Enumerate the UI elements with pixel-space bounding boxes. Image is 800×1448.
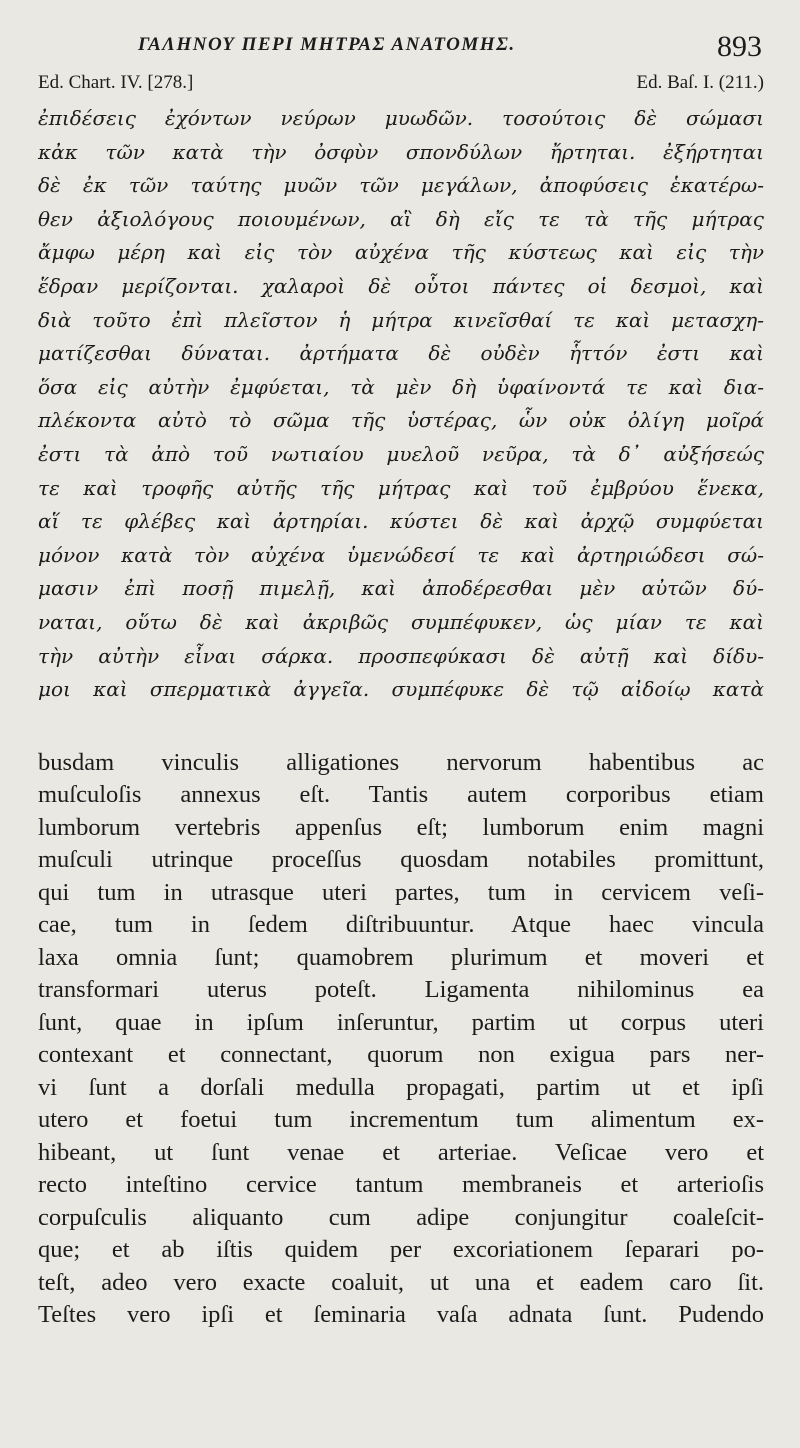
running-head — [38, 28, 764, 72]
latin-line: qui tum in utrasque uteri partes, tum in cervicem veſi- — [38, 878, 764, 906]
edition-line — [38, 72, 764, 100]
latin-line: cae, tum in ſedem diſtribuuntur. Atque haec vincula — [38, 911, 764, 939]
greek-text-block — [38, 102, 764, 707]
greek-line: μόνον κατὰ τὸν αὐχένα ὑμενώδεσί τε καὶ ἀρτηριώδεσι σώ- — [38, 542, 764, 567]
page-number: 893 — [717, 30, 762, 63]
greek-line: τὴν αὐτὴν εἶναι σάρκα. προσπεφύκασι δὲ αὐτῇ καὶ δίδυ- — [38, 643, 764, 668]
greek-line: διὰ τοῦτο ἐπὶ πλεῖστον ἡ μήτρα κινεῖσθαί τε καὶ μετασχη- — [38, 307, 764, 332]
greek-line: τε καὶ τροφῆς αὐτῆς τῆς μήτρας καὶ τοῦ ἐμβρύου ἕνεκα, — [38, 475, 764, 500]
greek-line: μασιν ἐπὶ ποσῇ πιμελῇ, καὶ ἀποδέρεσθαι μὲν αὐτῶν δύ- — [38, 576, 764, 601]
latin-line: busdam vinculis alligationes nervorum habentibus ac — [38, 748, 764, 776]
greek-line: ἐστι τὰ ἀπὸ τοῦ νωτιαίου μυελοῦ νεῦρα, τὰ δ᾽ αὐξήσεώς — [38, 441, 764, 466]
latin-line: Teſtes vero ipſi et ſeminaria vaſa adnata ſunt. Pudendo — [38, 1301, 764, 1329]
latin-text-block — [38, 747, 764, 1332]
latin-line: contexant et connectant, quorum non exigua pars ner- — [38, 1041, 764, 1069]
greek-line: δὲ ἐκ τῶν ταύτης μυῶν τῶν μεγάλων, ἀποφύσεις ἑκατέρω- — [38, 173, 764, 198]
greek-line: μοι καὶ σπερματικὰ ἀγγεῖα. συμπέφυκε δὲ τῷ αἰδοίῳ κατὰ — [38, 677, 764, 702]
running-title: ΓΑΛΗΝΟΥ ΠΕΡΙ ΜΗΤΡΑΣ ΑΝΑΤΟΜΗΣ. — [138, 34, 516, 55]
latin-line: hibeant, ut ſunt venae et arteriae. Veſicae vero et — [38, 1138, 764, 1166]
latin-line: teſt, adeo vero exacte coaluit, ut una et eadem caro ſit. — [38, 1268, 764, 1296]
latin-line: vi ſunt a dorſali medulla propagati, partim ut et ipſi — [38, 1073, 764, 1101]
greek-line: ὅσα εἰς αὐτὴν ἐμφύεται, τὰ μὲν δὴ ὑφαίνοντά τε καὶ δια- — [38, 374, 764, 399]
greek-line: αἵ τε φλέβες καὶ ἀρτηρίαι. κύστει δὲ καὶ ἀρχῷ συμφύεται — [38, 509, 764, 534]
latin-line: que; et ab iſtis quidem per excoriationem ſeparari po- — [38, 1236, 764, 1264]
greek-line: κἀκ τῶν κατὰ τὴν ὀσφὺν σπονδύλων ἤρτηται. ἐξήρτηται — [38, 139, 764, 164]
latin-line: muſculoſis annexus eſt. Tantis autem corporibus etiam — [38, 781, 764, 809]
greek-line: ματίζεσθαι δύναται. ἀρτήματα δὲ οὐδὲν ἧττόν ἐστι καὶ — [38, 341, 764, 366]
greek-line: θεν ἀξιολόγους ποιουμένων, αἳ δὴ εἴς τε τὰ τῆς μήτρας — [38, 206, 764, 231]
greek-line: ἐπιδέσεις ἐχόντων νεύρων μυωδῶν. τοσούτοις δὲ σώμασι — [38, 106, 764, 130]
edition-right: Ed. Baſ. I. (211.) — [636, 72, 764, 93]
greek-line: πλέκοντα αὐτὸ τὸ σῶμα τῆς ὑστέρας, ὧν οὐκ ὀλίγη μοῖρά — [38, 408, 764, 433]
latin-line: corpuſculis aliquanto cum adipe conjungitur coaleſcit- — [38, 1203, 764, 1231]
latin-line: muſculi utrinque proceſſus quosdam notabiles promittunt, — [38, 846, 764, 874]
greek-line: ἕδραν μερίζονται. χαλαροὶ δὲ οὗτοι πάντες οἱ δεσμοὶ, καὶ — [38, 273, 764, 298]
latin-line: transformari uterus poteſt. Ligamenta nihilominus ea — [38, 976, 764, 1004]
latin-line: ſunt, quae in ipſum inſeruntur, partim ut corpus uteri — [38, 1008, 764, 1036]
greek-line: ναται, οὕτω δὲ καὶ ἀκριβῶς συμπέφυκεν, ὡς μίαν τε καὶ — [38, 609, 764, 634]
latin-line: recto inteſtino cervice tantum membraneis et arterioſis — [38, 1171, 764, 1199]
latin-line: laxa omnia ſunt; quamobrem plurimum et moveri et — [38, 943, 764, 971]
latin-line: utero et foetui tum incrementum tum alimentum ex- — [38, 1106, 764, 1134]
edition-left: Ed. Chart. IV. [278.] — [38, 72, 194, 93]
greek-line: ἄμφω μέρη καὶ εἰς τὸν αὐχένα τῆς κύστεως καὶ εἰς τὴν — [38, 240, 764, 265]
latin-line: lumborum vertebris appenſus eſt; lumborum enim magni — [38, 813, 764, 841]
